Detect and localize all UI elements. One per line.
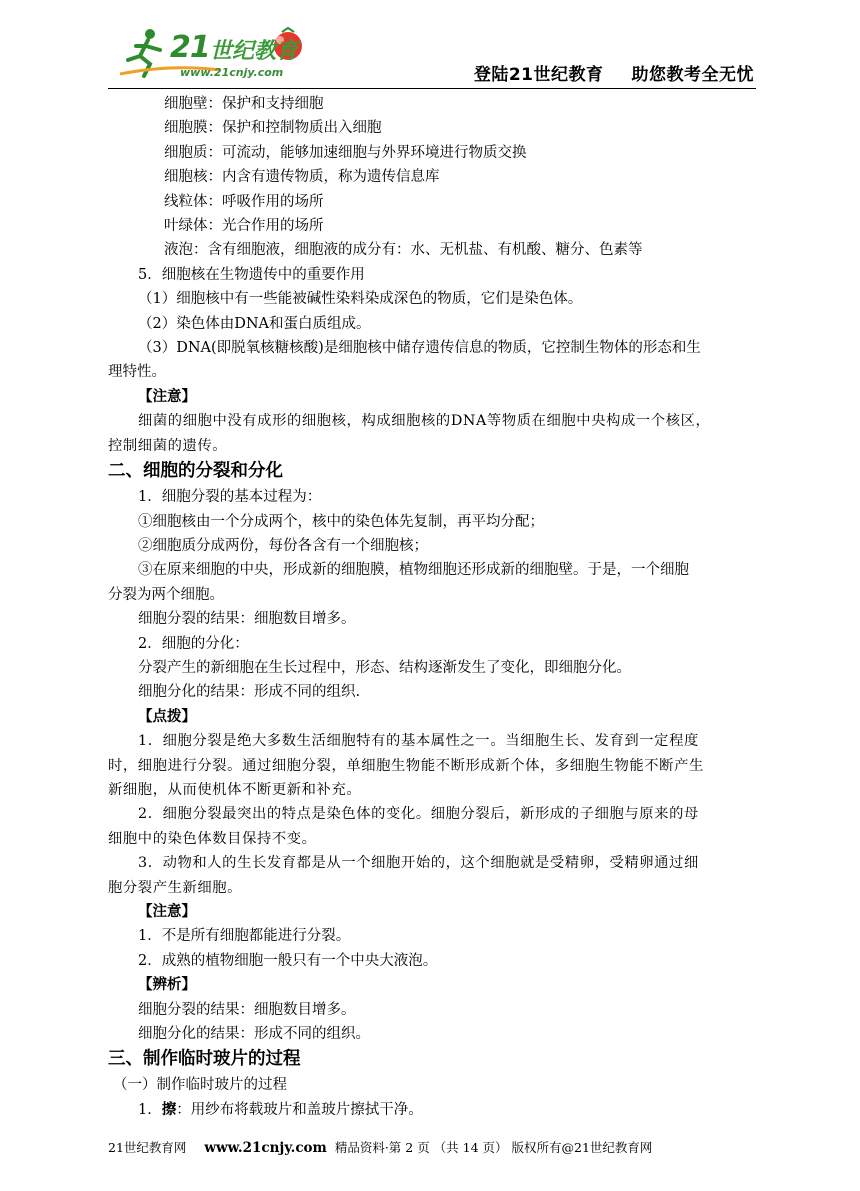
text-line: 2．成熟的植物细胞一般只有一个中央大液泡。	[138, 952, 438, 969]
text-line: 1．细胞分裂是绝大多数生活细胞特有的基本属性之一。当细胞生长、发育到一定程度	[138, 733, 699, 750]
text-line: 细胞膜：保护和控制物质出入细胞	[164, 120, 382, 137]
logo-url: www.21cnjy.com	[180, 66, 284, 79]
text-line: 细胞分裂的结果：细胞数目增多。	[138, 611, 356, 628]
text-line: 2．细胞的分化：	[138, 635, 249, 652]
text-line: 细胞分化的结果：形成不同的组织。	[138, 1026, 370, 1043]
page-header	[108, 22, 756, 89]
text-line: 5．细胞核在生物遗传中的重要作用	[138, 266, 365, 283]
note-label: 【点拨】	[138, 707, 196, 725]
footer-url: www.21cnjy.com	[204, 1140, 327, 1156]
text-line: 分裂产生的新细胞在生长过程中，形态、结构逐渐发生了变化，即细胞分化。	[138, 659, 631, 676]
note-label: 【辨析】	[138, 976, 196, 994]
logo-number: 21	[170, 30, 210, 65]
slogan-left: 登陆21世纪教育	[473, 65, 604, 85]
text-line: 3．动物和人的生长发育都是从一个细胞开始的，这个细胞就是受精卵，受精卵通过细	[138, 855, 699, 872]
text-line: 1．擦：用纱布将载玻片和盖玻片擦拭干净。	[138, 1100, 423, 1118]
text-line: 理特性。	[108, 364, 166, 381]
text-line: （1）细胞核中有一些能被碱性染料染成深色的物质，它们是染色体。	[138, 291, 583, 308]
note-label: 【注意】	[138, 387, 196, 405]
text-line: 液泡：含有细胞液，细胞液的成分有：水、无机盐、有机酸、糖分、色素等	[164, 242, 643, 259]
text-line: 时，细胞进行分裂。通过细胞分裂，单细胞生物能不断形成新个体，多细胞生物能不断产生	[108, 757, 704, 774]
text-line: 新细胞，从而使机体不断更新和补充。	[108, 781, 362, 798]
text-line: （2）染色体由DNA和蛋白质组成。	[138, 315, 371, 332]
logo-text: 世纪教育	[210, 39, 299, 64]
text-line: 1．不是所有细胞都能进行分裂。	[138, 928, 351, 945]
text-line: 细菌的细胞中没有成形的细胞核，构成细胞核的DNA等物质在细胞中央构成一个核区，	[138, 413, 711, 430]
page-footer	[108, 1138, 756, 1156]
document-body	[108, 92, 756, 1122]
text-line: 控制细菌的遗传。	[108, 437, 228, 454]
text-line: 叶绿体：光合作用的场所	[164, 218, 324, 235]
text-line: 细胞核：内含有遗传物质，称为遗传信息库	[164, 169, 440, 186]
text-line: 线粒体：呼吸作用的场所	[164, 193, 324, 210]
text-line: ③在原来细胞的中央，形成新的细胞膜，植物细胞还形成新的细胞壁。于是，一个细胞	[138, 562, 689, 579]
text-line: ②细胞质分成两份，每份各含有一个细胞核；	[138, 537, 428, 554]
logo	[110, 24, 310, 86]
note-label: 【注意】	[138, 903, 196, 920]
text-line: 胞分裂产生新细胞。	[108, 879, 243, 896]
text-line: （一）制作临时玻片的过程	[113, 1077, 287, 1094]
text-line: 1．细胞分裂的基本过程为：	[138, 489, 322, 506]
text-line: 细胞质：可流动，能够加速细胞与外界环境进行物质交换	[164, 144, 527, 161]
text-line: 细胞中的染色体数目保持不变。	[108, 830, 317, 847]
text-line: 2．细胞分裂最突出的特点是染色体的变化。细胞分裂后，新形成的子细胞与原来的母	[138, 806, 699, 823]
text-line: （3）DNA(即脱氧核糖核酸)是细胞核中储存遗传信息的物质，它控制生物体的形态和生	[138, 340, 701, 357]
text-line: 分裂为两个细胞。	[108, 586, 224, 603]
footer-info: 精品资料·第 2 页 （共 14 页） 版权所有@21世纪教育网	[334, 1140, 653, 1155]
text-line: 细胞分裂的结果：细胞数目增多。	[138, 1001, 356, 1018]
text-line: 细胞壁：保护和支持细胞	[164, 96, 324, 112]
text-line: ①细胞核由一个分成两个，核中的染色体先复制，再平均分配；	[138, 513, 544, 530]
footer-site: 21世纪教育网	[108, 1140, 187, 1155]
slogan-right: 助您教考全无忧	[631, 65, 754, 85]
section-heading: 三、制作临时玻片的过程	[108, 1049, 301, 1070]
text-line: 细胞分化的结果：形成不同的组织.	[138, 684, 361, 701]
header-slogan	[474, 60, 754, 85]
section-heading: 二、细胞的分裂和分化	[108, 461, 283, 482]
